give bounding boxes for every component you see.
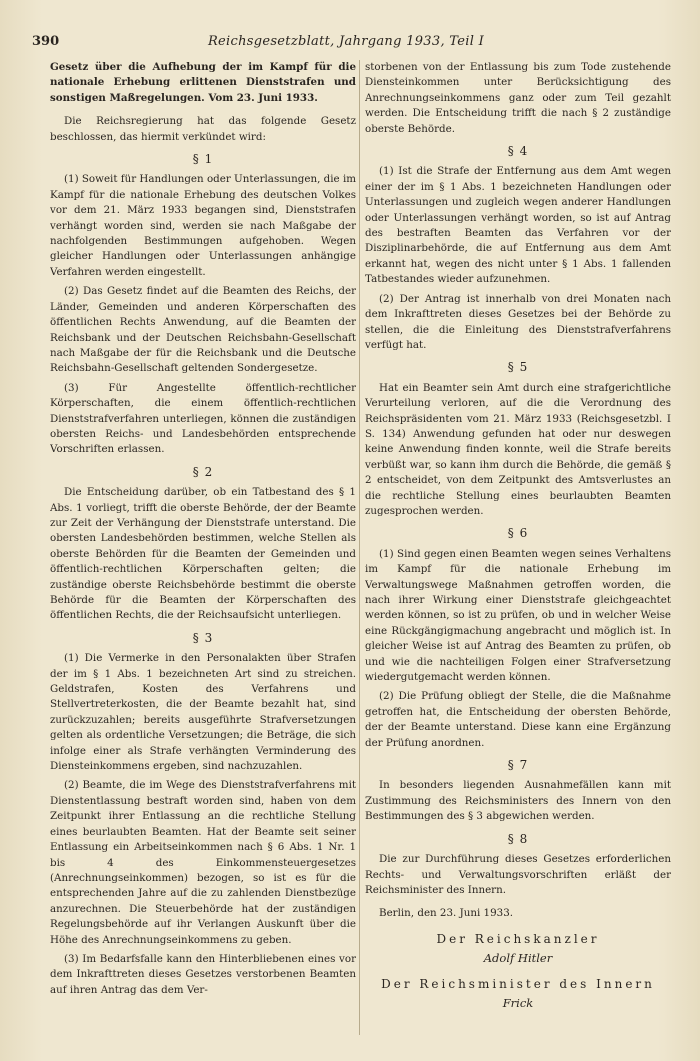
signatory-name: Adolf Hitler xyxy=(483,951,553,966)
section-heading-1: § 1 xyxy=(192,152,214,167)
paragraph: In besonders liegenden Ausnahmefällen kann mit Zustimmung des Reichsministers des Innern von den Bestimmungen des § 3 abgewichen werden. xyxy=(365,779,671,823)
left-column xyxy=(50,60,356,1050)
preamble: Die Reichsregierung hat das folgende Gesetz beschlossen, das hiermit verkündet wird: xyxy=(50,115,356,143)
column-divider xyxy=(359,60,360,1035)
section-heading-8: § 8 xyxy=(507,831,529,846)
paragraph: (3) Für Angestellte öffentlich-rechtlicher Körperschaften, die einem öffentlich-rechtlichen Dienststrafverfahren unterliegen, können die zuständigen obersten Reichs- und Landesbehörden entsprechende Vorschriften erlassen. xyxy=(50,381,356,456)
signatory-title: Der Reichsminister des Innern xyxy=(381,976,655,991)
paragraph: Die Entscheidung darüber, ob ein Tatbestand des § 1 Abs. 1 vorliegt, trifft die oberste Behörde, der der Beamte zur Zeit der Verhängung der Dienststrafe unterstand. Die obersten Landesbehörden bestimmen, welche Stellen als oberste Behörden für die Beamten der Gemeinden und öffentlich-rechtlichen Körperschaften gelten; die zuständige oberste Reichsbehörde bestimmt die oberste Behörde für die Beamten der Körperschaften des öffentlichen Rechts, die der Reichsaufsicht unterliegen. xyxy=(50,486,356,622)
paragraph: (1) Soweit für Handlungen oder Unterlassungen, die im Kampf für die nationale Erhebung des deutschen Volkes vor dem 21. März 1933 begangen sind, Dienststrafen verhängt worden sind, werden sie nach Maßgabe der nachfolgenden Bestimmungen aufgehoben. Wegen gleicher Handlungen oder Unterlassungen anhängige Verfahren werden eingestellt. xyxy=(50,173,356,278)
signatory-title: Der Reichskanzler xyxy=(436,931,600,946)
paragraph: Hat ein Beamter sein Amt durch eine strafgerichtliche Verurteilung verloren, auf die die Verordnung des Reichspräsidenten vom 21. März 1933 (Reichsgesetzbl. I S. 134) Anwendung gefunden hat oder nur deswegen keine Anwendung finden konnte, weil die Strafe bereits verbüßt war, so kann ihm durch die Behörde, die gemäß § 2 entscheidet, von dem Zeitpunkt des Amtsverlustes an die rechtliche Stellung eines beurlaubten Beamten zugesprochen werden. xyxy=(365,381,671,517)
running-title: Reichsgesetzblatt, Jahrgang 1933, Teil I xyxy=(207,34,485,49)
paragraph: (2) Der Antrag ist innerhalb von drei Monaten nach dem Inkrafttreten dieses Gesetzes bei der Behörde zu stellen, die die Einleitung des Dienststrafverfahrens verfügt hat. xyxy=(365,292,671,351)
section-heading-4: § 4 xyxy=(507,144,529,159)
section-heading-3: § 3 xyxy=(192,630,214,645)
paragraph-continuation: storbenen von der Entlassung bis zum Tode zustehende Diensteinkommen unter Berücksichtigung des Anrechnungseinkommens ganz oder zum Teil gezahlt werden. Die Entscheidung trifft die nach § 2 zuständige oberste Behörde. xyxy=(365,61,671,135)
section-heading-6: § 6 xyxy=(507,526,529,541)
signatory-name: Frick xyxy=(502,995,534,1010)
paragraph: (1) Die Vermerke in den Personalakten über Strafen der im § 1 Abs. 1 bezeichneten Art sind zu streichen. Geldstrafen, Kosten des Verfahrens und Stellvertreterkosten, die der Beamte bezahlt hat, sind zurückzuzahlen; bereits ausgeführte Strafversetzungen gelten als ordentliche Versetzungen; die Beträge, die sich infolge einer als Strafe verhängten Verminderung des Diensteinkommens ergeben, sind nachzuzahlen. xyxy=(50,652,356,773)
date-line: Berlin, den 23. Juni 1933. xyxy=(379,907,514,920)
paragraph: Die zur Durchführung dieses Gesetzes erforderlichen Rechts- und Verwaltungsvorschriften erläßt der Reichsminister des Innern. xyxy=(365,853,671,896)
paragraph: (2) Die Prüfung obliegt der Stelle, die die Maßnahme getroffen hat, die Entscheidung der obersten Behörde, der der Beamte unterstand. Diese kann eine Ergänzung der Prüfung anordnen. xyxy=(365,690,671,749)
paragraph: (2) Das Gesetz findet auf die Beamten des Reichs, der Länder, Gemeinden und anderen Körperschaften des öffentlichen Rechts Anwendung, auf die Beamten der Reichsbank und der Deutschen Reichsbahn-Gesellschaft nach Maßgabe der für die Reichsbank und die Deutsche Reichsbahn-Gesellschaft geltenden Sondergesetze. xyxy=(50,285,356,375)
right-column xyxy=(365,60,671,1050)
paragraph: (2) Beamte, die im Wege des Dienststrafverfahrens mit Dienstentlassung bestraft worden sind, haben von dem Zeitpunkt ihrer Entlassung an die rechtliche Stellung eines beurlaubten Beamten. Hat der Beamte seit seiner Entlassung ein Arbeitseinkommen nach § 6 Abs. 1 Nr. 1 bis 4 des Einkommensteuergesetzes (Anrechnungseinkommen) bezogen, so ist es für die entsprechenden Jahre auf die zu zahlenden Dienstbezüge anzurechnen. Die Steuerbehörde hat der zuständigen Regelungsbehörde auf ihr Verlangen Auskunft über die Höhe des Anrechnungseinkommens zu geben. xyxy=(50,779,356,946)
section-heading-5: § 5 xyxy=(507,360,529,375)
paragraph: (3) Im Bedarfsfalle kann den Hinterbliebenen eines vor dem Inkrafttreten dieses Gesetzes verstorbenen Beamten auf ihren Antrag das dem Ver- xyxy=(50,952,356,996)
paragraph: (1) Sind gegen einen Beamten wegen seines Verhaltens im Kampf für die nationale Erhebung im Verwaltungswege Maßnahmen getroffen worden, die nach ihrer Wirkung einer Dienststrafe gleichgeachtet werden können, so ist zu prüfen, ob und in welcher Weise eine Rückgängigmachung angebracht und möglich ist. In gleicher Weise ist auf Antrag des Beamten zu prüfen, ob und wie die nachteiligen Folgen einer Strafversetzung wiedergutgemacht werden können. xyxy=(365,547,671,684)
page-header xyxy=(32,32,660,52)
section-heading-2: § 2 xyxy=(192,464,214,479)
section-heading-7: § 7 xyxy=(507,758,529,773)
page-number: 390 xyxy=(32,34,60,49)
law-title: Gesetz über die Aufhebung der im Kampf für die nationale Erhebung erlittenen Dienststrafen und sonstigen Maßregelungen. Vom 23. Juni 1933. xyxy=(50,61,356,104)
paragraph: (1) Ist die Strafe der Entfernung aus dem Amt wegen einer der im § 1 Abs. 1 bezeichneten Handlungen oder Unterlassungen und zugleich wegen anderer Handlungen oder Unterlassungen verhängt worden, so ist auf Antrag des bestraften Beamten das Verfahren vor der Disziplinarbehörde, die auf Entfernung aus dem Amt erkannt hat, wegen des nicht unter § 1 Abs. 1 fallenden Tatbestandes wieder aufzunehmen. xyxy=(365,165,671,286)
